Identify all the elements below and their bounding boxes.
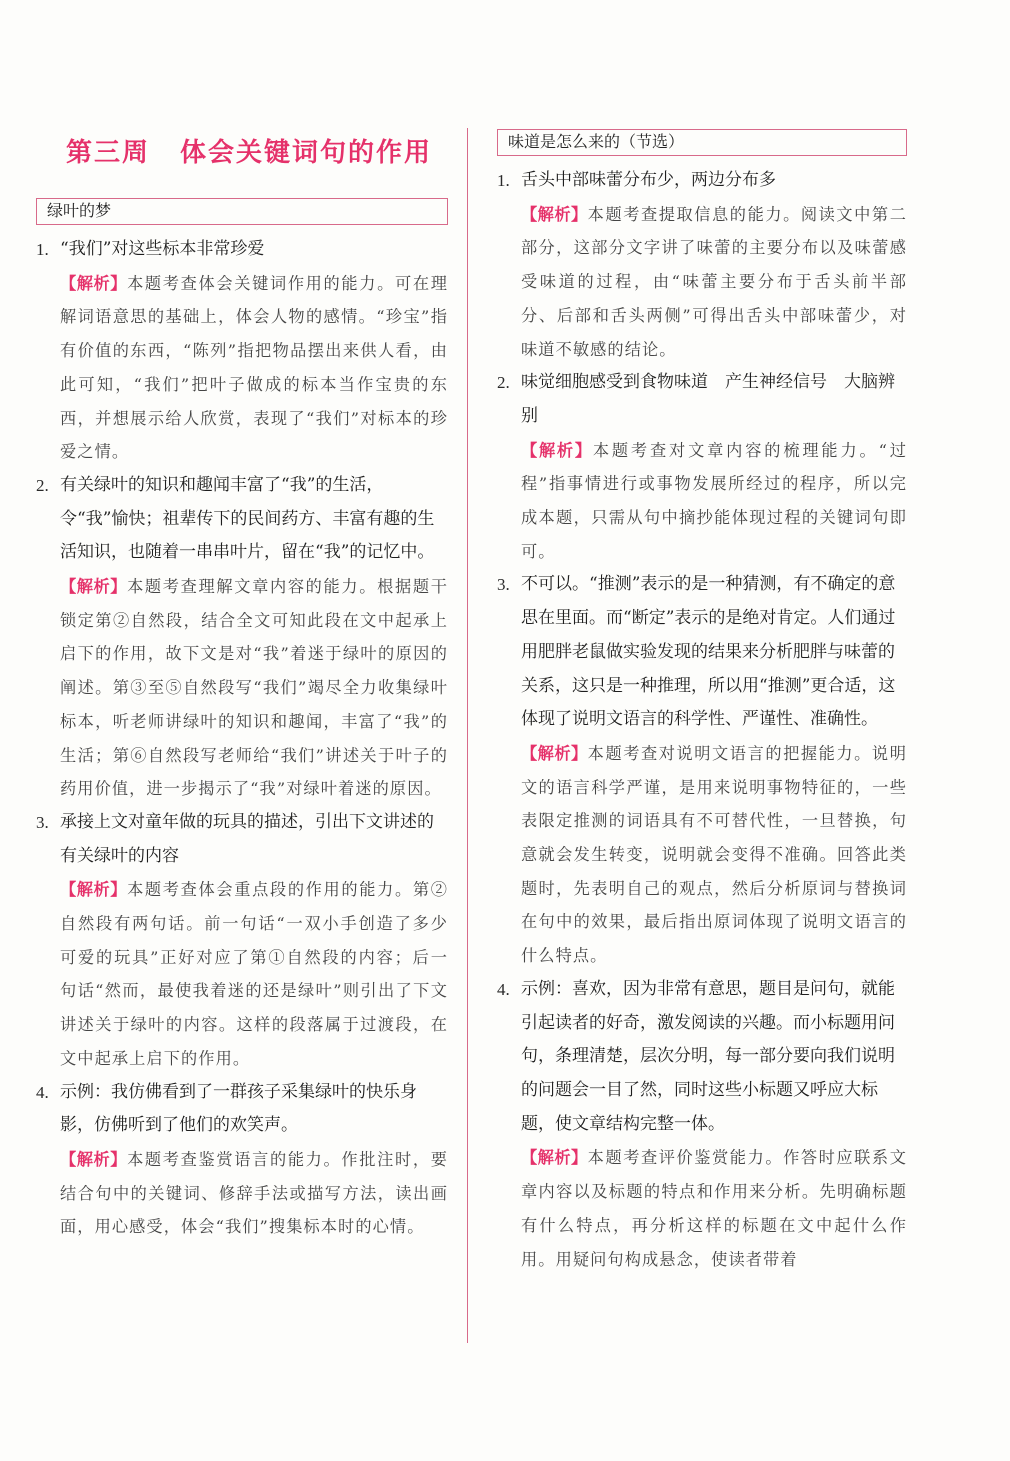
analysis-tag: 【解析】 <box>60 880 128 900</box>
explanation <box>60 570 448 806</box>
analysis-tag: 【解析】 <box>60 273 128 293</box>
explanation <box>60 267 448 469</box>
section-title-right: 味道是怎么来的（节选） <box>497 129 907 156</box>
analysis-tag: 【解析】 <box>521 1148 588 1168</box>
explanation <box>521 1141 907 1276</box>
question-number: 3. <box>497 575 510 595</box>
explanation-text: 本题考查提取信息的能力。阅读文中第二部分，这部分文字讲了味蕾的主要分布以及味蕾感受味道的过程，由“味蕾主要分布于舌头前半部分、后部和舌头两侧”可得出舌头中部味蕾少，对味道不敏感的结论。 <box>521 204 907 359</box>
analysis-tag: 【解析】 <box>521 743 588 763</box>
question-number: 1. <box>36 240 49 259</box>
answer-text: 示例：喜欢，因为非常有意思，题目是问句，就能引起读者的好奇，激发阅读的兴趣。而小标题用问句，条理清楚，层次分明，每一部分要向我们说明的问题会一目了然，同时这些小标题又呼应大标题，使文章结构完整一体。 <box>521 978 895 1134</box>
explanation-text: 本题考查体会重点段的作用的能力。第②自然段有两句话。前一句话“一双小手创造了多少可爱的玩具”正好对应了第①自然段的内容；后一句话“然而，最使我着迷的还是绿叶”则引出了下文讲述关于绿叶的内容。这样的段落属于过渡段，在文中起承上启下的作用。 <box>60 880 449 1068</box>
answer-text: 味觉细胞感受到食物味道 产生神经信号 大脑辨别 <box>521 372 895 426</box>
question-item <box>497 164 907 366</box>
explanation-text: 本题考查对文章内容的梳理能力。“过程”指事情进行或事物发展所经过的程序，所以完成本题，只需从句中摘抄能体现过程的关键词句即可。 <box>521 440 907 561</box>
topic-label: 体会关键词句的作用 <box>180 138 433 168</box>
question-number: 1. <box>497 171 510 190</box>
explanation <box>60 873 448 1075</box>
analysis-tag: 【解析】 <box>60 1149 128 1169</box>
answer-text: 承接上文对童年做的玩具的描述，引出下文讲述的有关绿叶的内容 <box>60 811 434 866</box>
question-number: 2. <box>36 475 49 495</box>
question-number: 3. <box>36 812 49 832</box>
right-column <box>497 129 907 1276</box>
page-title <box>66 132 432 169</box>
question-item <box>497 568 907 972</box>
answer-text: 不可以。“推测”表示的是一种猜测，有不确定的意思在里面。而“断定”表示的是绝对肯定。人们通过用肥胖老鼠做实验发现的结果来分析肥胖与味蕾的关系，这只是一种推理，所以用“推测”更合适，这体现了说明文语言的科学性、严谨性、准确性。 <box>521 574 896 730</box>
explanation-text: 本题考查评价鉴赏能力。作答时应联系文章内容以及标题的特点和作用来分析。先明确标题有什么特点，再分析这样的标题在文中起什么作用。用疑问句构成悬念，使读者带着 <box>521 1148 907 1269</box>
explanation-text: 本题考查对说明文语言的把握能力。说明文的语言科学严谨，是用来说明事物特征的，一些表限定推测的词语具有不可替代性，一旦替换，句意就会发生转变，说明就会变得不准确。回答此类题时，先表明自己的观点，然后分析原词与替换词在句中的效果，最后指出原词体现了说明文语言的什么特点。 <box>521 743 907 966</box>
explanation <box>521 737 907 973</box>
column-divider <box>467 128 468 1343</box>
analysis-tag: 【解析】 <box>60 577 128 597</box>
explanation-text: 本题考查体会关键词作用的能力。可在理解词语意思的基础上，体会人物的感情。“珍宝”指有价值的东西，“陈列”指把物品摆出来供人看，由此可知，“我们”把叶子做成的标本当作宝贵的东西，并想展示给人欣赏，表现了“我们”对标本的珍爱之情。 <box>60 273 449 462</box>
answer-text: “我们”对这些标本非常珍爱 <box>60 239 265 259</box>
explanation <box>521 198 907 367</box>
answer-text: 有关绿叶的知识和趣闻丰富了“我”的生活，令“我”愉快；祖辈传下的民间药方、丰富有趣的生活知识，也随着一串串叶片，留在“我”的记忆中。 <box>60 474 435 563</box>
question-item <box>497 973 907 1276</box>
question-number: 4. <box>497 979 510 999</box>
answer-text: 舌头中部味蕾分布少，两边分布多 <box>521 170 776 190</box>
analysis-tag: 【解析】 <box>521 204 588 224</box>
question-item <box>36 1076 448 1245</box>
answer-text: 示例：我仿佛看到了一群孩子采集绿叶的快乐身影，仿佛听到了他们的欢笑声。 <box>60 1081 417 1136</box>
explanation-text: 本题考查理解文章内容的能力。根据题干锁定第②自然段，结合全文可知此段在文中起承上启下的作用，故下文是对“我”着迷于绿叶的原因的阐述。第③至⑤自然段写“我们”竭尽全力收集绿叶标本，听老师讲绿叶的知识和趣闻，丰富了“我”的生活；第⑥自然段写老师给“我们”讲述关于叶子的药用价值，进一步揭示了“我”对绿叶着迷的原因。 <box>60 577 449 799</box>
question-number: 4. <box>36 1082 49 1102</box>
question-item <box>36 233 448 469</box>
left-column <box>36 198 448 1244</box>
question-item <box>36 806 448 1076</box>
week-label: 第三周 <box>66 138 151 168</box>
question-item <box>36 469 448 806</box>
explanation-text: 本题考查鉴赏语言的能力。作批注时，要结合句中的关键词、修辞手法或描写方法，读出画面，用心感受，体会“我们”搜集标本时的心情。 <box>60 1149 449 1237</box>
question-item <box>497 366 907 568</box>
question-number: 2. <box>497 373 510 393</box>
analysis-tag: 【解析】 <box>521 440 593 460</box>
section-title-left: 绿叶的梦 <box>36 198 448 225</box>
explanation <box>521 434 907 569</box>
explanation <box>60 1143 448 1244</box>
